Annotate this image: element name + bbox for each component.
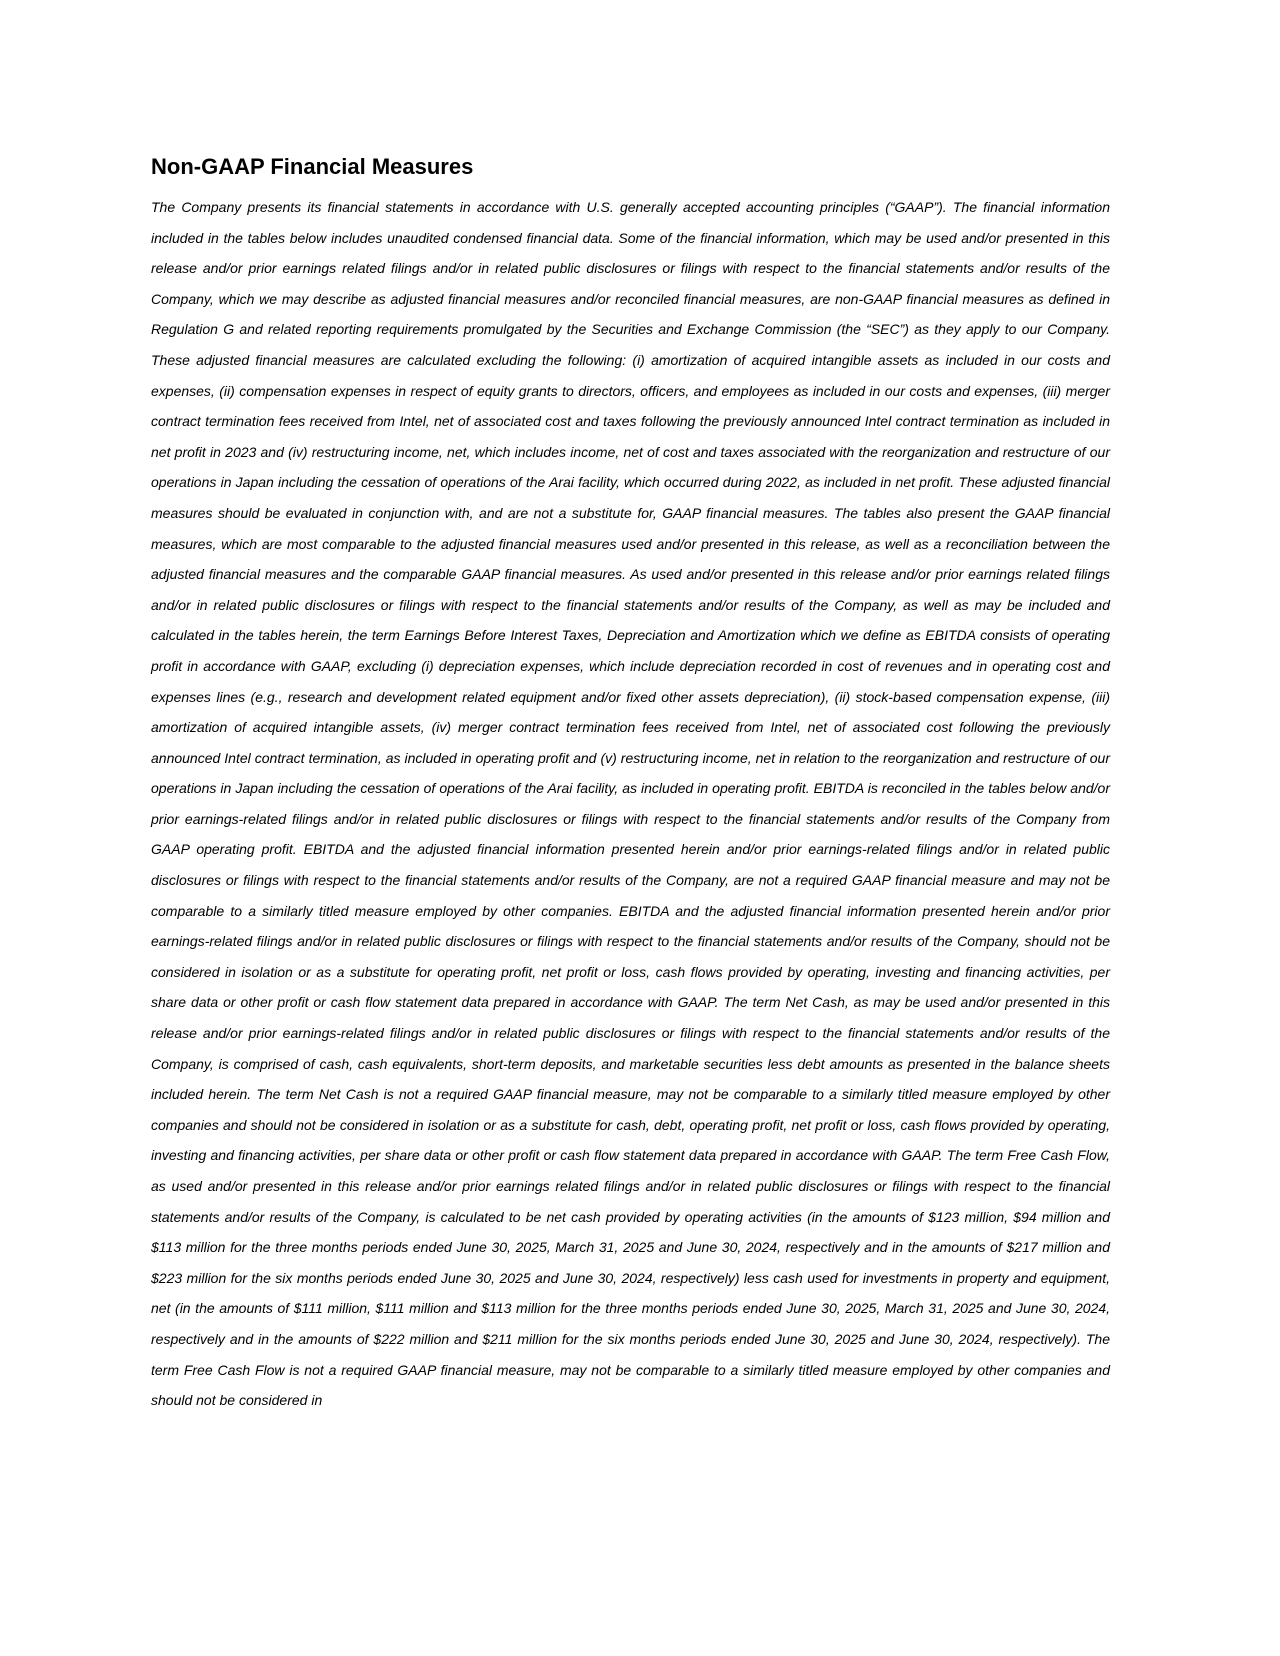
body-paragraph: The Company presents its financial statements in accordance with U.S. generally accepted accounting principles (“GAAP”). The financial information included in the tables below includes unaudited condensed financial data. Some of the financial information, which may be used and/or presented in this release and/or prior earnings related filings and/or in related public disclosures or filings with respect to the financial statements and/or results of the Company, which we may describe as adjusted financial measures and/or reconciled financial measures, are non-GAAP financial measures as defined in Regulation G and related reporting requirements promulgated by the Securities and Exchange Commission (the “SEC”) as they apply to our Company. These adjusted financial measures are calculated excluding the following: (i) amortization of acquired intangible assets as included in our costs and expenses, (ii) compensation expenses in respect of equity grants to directors, officers, and employees as included in our costs and expenses, (iii) merger contract termination fees received from Intel, net of associated cost and taxes following the previously announced Intel contract termination as included in net profit in 2023 and (iv) restructuring income, net, which includes income, net of cost and taxes associated with the reorganization and restructure of our operations in Japan including the cessation of operations of the Arai facility, which occurred during 2022, as included in net profit. These adjusted financial measures should be evaluated in conjunction with, and are not a substitute for, GAAP financial measures. The tables also present the GAAP financial measures, which are most comparable to the adjusted financial measures used and/or presented in this release, as well as a reconciliation between the adjusted financial measures and the comparable GAAP financial measures. As used and/or presented in this release and/or prior earnings related filings and/or in related public disclosures or filings with respect to the financial statements and/or results of the Company, as well as may be included and calculated in the tables herein, the term Earnings Before Interest Taxes, Depreciation and Amortization which we define as EBITDA consists of operating profit in accordance with GAAP, excluding (i) depreciation expenses, which include depreciation recorded in cost of revenues and in operating cost and expenses lines (e.g., research and development related equipment and/or fixed other assets depreciation), (ii) stock-based compensation expense, (iii) amortization of acquired intangible assets, (iv) merger contract termination fees received from Intel, net of associated cost following the previously announced Intel contract termination, as included in operating profit and (v) restructuring income, net in relation to the reorganization and restructure of our operations in Japan including the cessation of operations of the Arai facility, as included in operating profit. EBITDA is reconciled in the tables below and/or prior earnings-related filings and/or in related public disclosures or filings with respect to the financial statements and/or results of the Company from GAAP operating profit. EBITDA and the adjusted financial information presented herein and/or prior earnings-related filings and/or in related public disclosures or filings with respect to the financial statements and/or results of the Company, are not a required GAAP financial measure and may not be comparable to a similarly titled measure employed by other companies. EBITDA and the adjusted financial information presented herein and/or prior earnings-related filings and/or in related public disclosures or filings with respect to the financial statements and/or results of the Company, should not be considered in isolation or as a substitute for operating profit, net profit or loss, cash flows provided by operating, investing and financing activities, per share data or other profit or cash flow statement data prepared in accordance with GAAP. The term Net Cash, as may be used and/or presented in this release and/or prior earnings-related filings and/or in related public disclosures or filings with respect to the financial statements and/or results of the Company, is comprised of cash, cash equivalents, short-term deposits, and marketable securities less debt amounts as presented in the balance sheets included herein. The term Net Cash is not a required GAAP financial measure, may not be comparable to a similarly titled measure employed by other companies and should not be considered in isolation or as a substitute for cash, debt, operating profit, net profit or loss, cash flows provided by operating, investing and financing activities, per share data or other profit or cash flow statement data prepared in accordance with GAAP. The term Free Cash Flow, as used and/or presented in this release and/or prior earnings related filings and/or in related public disclosures or filings with respect to the financial statements and/or results of the Company, is calculated to be net cash provided by operating activities (in the amounts of $123 million, $94 million and $113 million for the three months periods ended June 30, 2025, March 31, 2025 and June 30, 2024, respectively and in the amounts of $217 million and $223 million for the six months periods ended June 30, 2025 and June 30, 2024, respectively) less cash used for investments in property and equipment, net (in the amounts of $111 million, $111 million and $113 million for the three months periods ended June 30, 2025, March 31, 2025 and June 30, 2024, respectively and in the amounts of $222 million and $211 million for the six months periods ended June 30, 2025 and June 30, 2024, respectively). The term Free Cash Flow is not a required GAAP financial measure, may not be comparable to a similarly titled measure employed by other companies and should not be considered in [151,199,1110,1409]
section-title: Non-GAAP Financial Measures [151,154,474,179]
document-content [151,150,1110,1416]
